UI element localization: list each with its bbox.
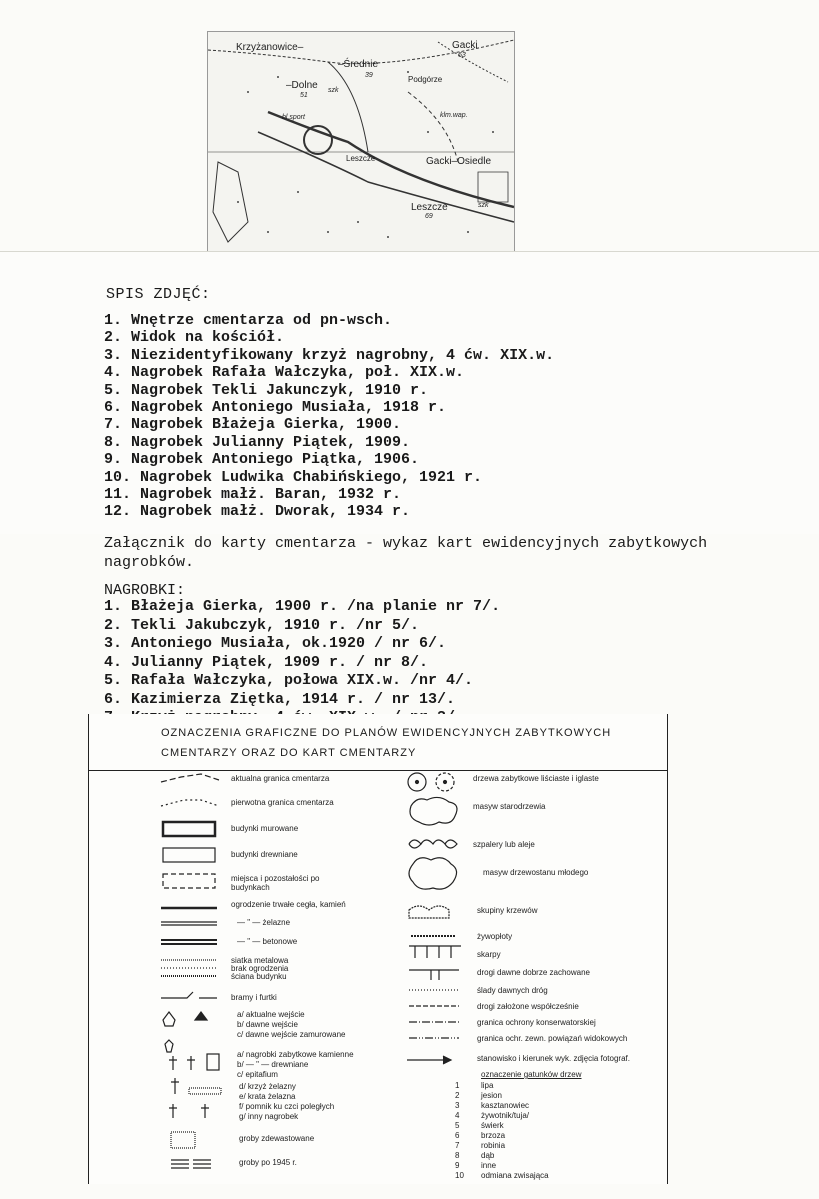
legend-label: b/ dawne wejście bbox=[237, 1020, 298, 1029]
legend-label: pierwotna granica cmentarza bbox=[231, 798, 334, 807]
list-item: 3. Antoniego Musiała, ok.1920 / nr 6/. bbox=[104, 635, 447, 652]
legend-label: budynki murowane bbox=[231, 824, 299, 833]
species-number: 8 bbox=[455, 1151, 460, 1160]
legend-label: ogrodzenie trwałe cegła, kamień bbox=[231, 900, 346, 909]
species-number: 6 bbox=[455, 1131, 460, 1140]
species-name: lipa bbox=[481, 1081, 494, 1090]
list-item: 3. Niezidentyfikowany krzyż nagrobny, 4 ćw. XIX.w. bbox=[104, 346, 555, 364]
map-label: –Średnie bbox=[338, 59, 379, 70]
species-name: brzoza bbox=[481, 1131, 506, 1140]
list-item: 6. Kazimierza Ziętka, 1914 r. / nr 13/. bbox=[104, 690, 456, 708]
legend-label: drogi założone współcześnie bbox=[477, 1002, 579, 1011]
legend-label: b/ — " — drewniane bbox=[237, 1060, 309, 1069]
map-label: 69 bbox=[425, 213, 433, 220]
legend-label: c/ dawne wejście zamurowane bbox=[237, 1030, 346, 1039]
legend-label: groby zdewastowane bbox=[239, 1134, 315, 1143]
legend-label: d/ krzyż żelazny bbox=[239, 1082, 296, 1091]
species-name: jesion bbox=[481, 1091, 502, 1100]
legend-label: skarpy bbox=[477, 950, 501, 959]
list-item: 7. Nagrobek Błażeja Gierka, 1900. bbox=[104, 416, 402, 434]
map-label: Krzyżanowice– bbox=[236, 42, 304, 53]
map-label: 63 bbox=[458, 52, 466, 59]
map-label: Gacki bbox=[452, 40, 478, 51]
list-item: 4. Nagrobek Rafała Wałczyka, poł. XIX.w. bbox=[104, 364, 465, 382]
species-number: 10 bbox=[455, 1171, 464, 1180]
map-label: 51 bbox=[300, 92, 308, 99]
legend-label: a/ nagrobki zabytkowe kamienne bbox=[237, 1050, 354, 1059]
attachment-heading: NAGROBKI: bbox=[104, 582, 186, 599]
species-number: 3 bbox=[455, 1101, 460, 1110]
photo-list bbox=[104, 312, 554, 521]
list-item: 8. Nagrobek Julianny Piątek, 1909. bbox=[104, 433, 411, 451]
map-label: klm.wap. bbox=[440, 112, 468, 119]
species-name: świerk bbox=[481, 1121, 504, 1130]
attachment-title: Załącznik do karty cmentarza - wykaz kart ewidencyjnych zabytkowych nagrobków. bbox=[104, 535, 708, 571]
species-name: inne bbox=[481, 1161, 497, 1170]
legend-label: masyw starodrzewia bbox=[473, 802, 546, 811]
map-label: 39 bbox=[365, 72, 373, 79]
legend-label: budynki drewniane bbox=[231, 850, 298, 859]
map-label: Gacki–Osiedle bbox=[426, 156, 492, 167]
list-item: 4. Julianny Piątek, 1909 r. / nr 8/. bbox=[104, 653, 429, 671]
legend-title-line: CMENTARZY ORAZ DO KART CMENTARZY bbox=[161, 747, 417, 759]
legend-label: bramy i furtki bbox=[231, 993, 277, 1002]
species-number: 5 bbox=[455, 1121, 460, 1130]
topographic-map bbox=[207, 31, 515, 253]
list-item: 2. Tekli Jakubczyk, 1910 r. /nr 5/. bbox=[104, 616, 420, 634]
species-name: robinia bbox=[481, 1141, 506, 1150]
list-item: 5. Rafała Wałczyka, połowa XIX.w. /nr 4/. bbox=[104, 672, 474, 689]
legend-label: ściana budynku bbox=[231, 972, 287, 981]
legend-label: siatka metalowa bbox=[231, 956, 289, 965]
list-item: 2. Widok na kościół. bbox=[104, 329, 285, 347]
legend-label: granica ochrony konserwatorskiej bbox=[477, 1018, 596, 1027]
species-number: 4 bbox=[455, 1111, 460, 1120]
legend-label: granica ochr. zewn. powiązań widokowych bbox=[477, 1034, 628, 1043]
map-label: –Dolne bbox=[286, 80, 318, 91]
species-name: odmiana zwisająca bbox=[481, 1171, 549, 1180]
map-label: Leszcze bbox=[411, 202, 448, 213]
legend-label: miejsca i pozostałości po budynkach bbox=[231, 874, 320, 892]
map-label: szk bbox=[328, 87, 339, 94]
list-item: 12. Nagrobek małż. Dworak, 1934 r. bbox=[104, 503, 411, 521]
legend-label: e/ krata żelazna bbox=[239, 1092, 296, 1101]
legend-label: skupiny krzewów bbox=[477, 906, 538, 915]
legend-label: masyw drzewostanu młodego bbox=[483, 868, 589, 877]
list-item: 6. Nagrobek Antoniego Musiała, 1918 r. bbox=[104, 399, 447, 417]
legend-label: stanowisko i kierunek wyk. zdjęcia fotograf. bbox=[477, 1054, 630, 1063]
map-label: szk bbox=[478, 202, 489, 209]
list-item: 11. Nagrobek małż. Baran, 1932 r. bbox=[104, 486, 402, 504]
legend-label: f/ pomnik ku czci poległych bbox=[239, 1102, 335, 1111]
legend-label: brak ogrodzenia bbox=[231, 964, 289, 973]
gravestone-list bbox=[104, 598, 500, 728]
map-label: bl.sport bbox=[282, 114, 305, 121]
legend-title-line: OZNACZENIA GRAFICZNE DO PLANÓW EWIDENCYJNYCH ZABYTKOWYCH bbox=[161, 727, 612, 739]
legend-sheet bbox=[88, 714, 668, 1184]
map-label: Leszcze bbox=[346, 154, 376, 163]
species-number: 9 bbox=[455, 1161, 460, 1170]
list-item: 9. Nagrobek Antoniego Piątka, 1906. bbox=[104, 451, 420, 469]
legend-label: drogi dawne dobrze zachowane bbox=[477, 968, 590, 977]
species-number: 2 bbox=[455, 1091, 460, 1100]
list-item: 10. Nagrobek Ludwika Chabińskiego, 1921 r. bbox=[104, 468, 483, 486]
photo-list-sheet bbox=[0, 251, 819, 535]
species-number: 1 bbox=[455, 1081, 460, 1090]
legend-label: groby po 1945 r. bbox=[239, 1158, 297, 1167]
legend-label: drzewa zabytkowe liściaste i iglaste bbox=[473, 774, 599, 783]
legend-label: — " — betonowe bbox=[237, 937, 298, 946]
list-item: 1. Błażeja Gierka, 1900 r. /na planie nr 7/. bbox=[104, 598, 501, 615]
list-item: 5. Nagrobek Tekli Jakunczyk, 1910 r. bbox=[104, 381, 429, 399]
species-number: 7 bbox=[455, 1141, 460, 1150]
legend-label: a/ aktualne wejście bbox=[237, 1010, 305, 1019]
legend-label: oznaczenie gatunków drzew bbox=[481, 1070, 582, 1079]
photo-list-heading: SPIS ZDJĘĆ: bbox=[106, 286, 211, 303]
legend-label: ślady dawnych dróg bbox=[477, 986, 548, 995]
legend-label: żywopłoty bbox=[477, 932, 513, 941]
species-name: kasztanowiec bbox=[481, 1101, 530, 1110]
legend-label: — " — żelazne bbox=[237, 918, 291, 927]
attachment-sheet bbox=[0, 534, 819, 714]
legend-label: c/ epitafium bbox=[237, 1070, 278, 1079]
species-name: dąb bbox=[481, 1151, 495, 1160]
list-item: 1. Wnętrze cmentarza od pn-wsch. bbox=[104, 312, 393, 329]
legend-label: szpalery lub aleje bbox=[473, 840, 535, 849]
legend-label: g/ inny nagrobek bbox=[239, 1112, 299, 1121]
species-name: żywotnik/tuja/ bbox=[481, 1111, 530, 1120]
legend-label: aktualna granica cmentarza bbox=[231, 774, 330, 783]
map-label: Podgórze bbox=[408, 75, 443, 84]
legend-symbols bbox=[89, 714, 667, 1184]
